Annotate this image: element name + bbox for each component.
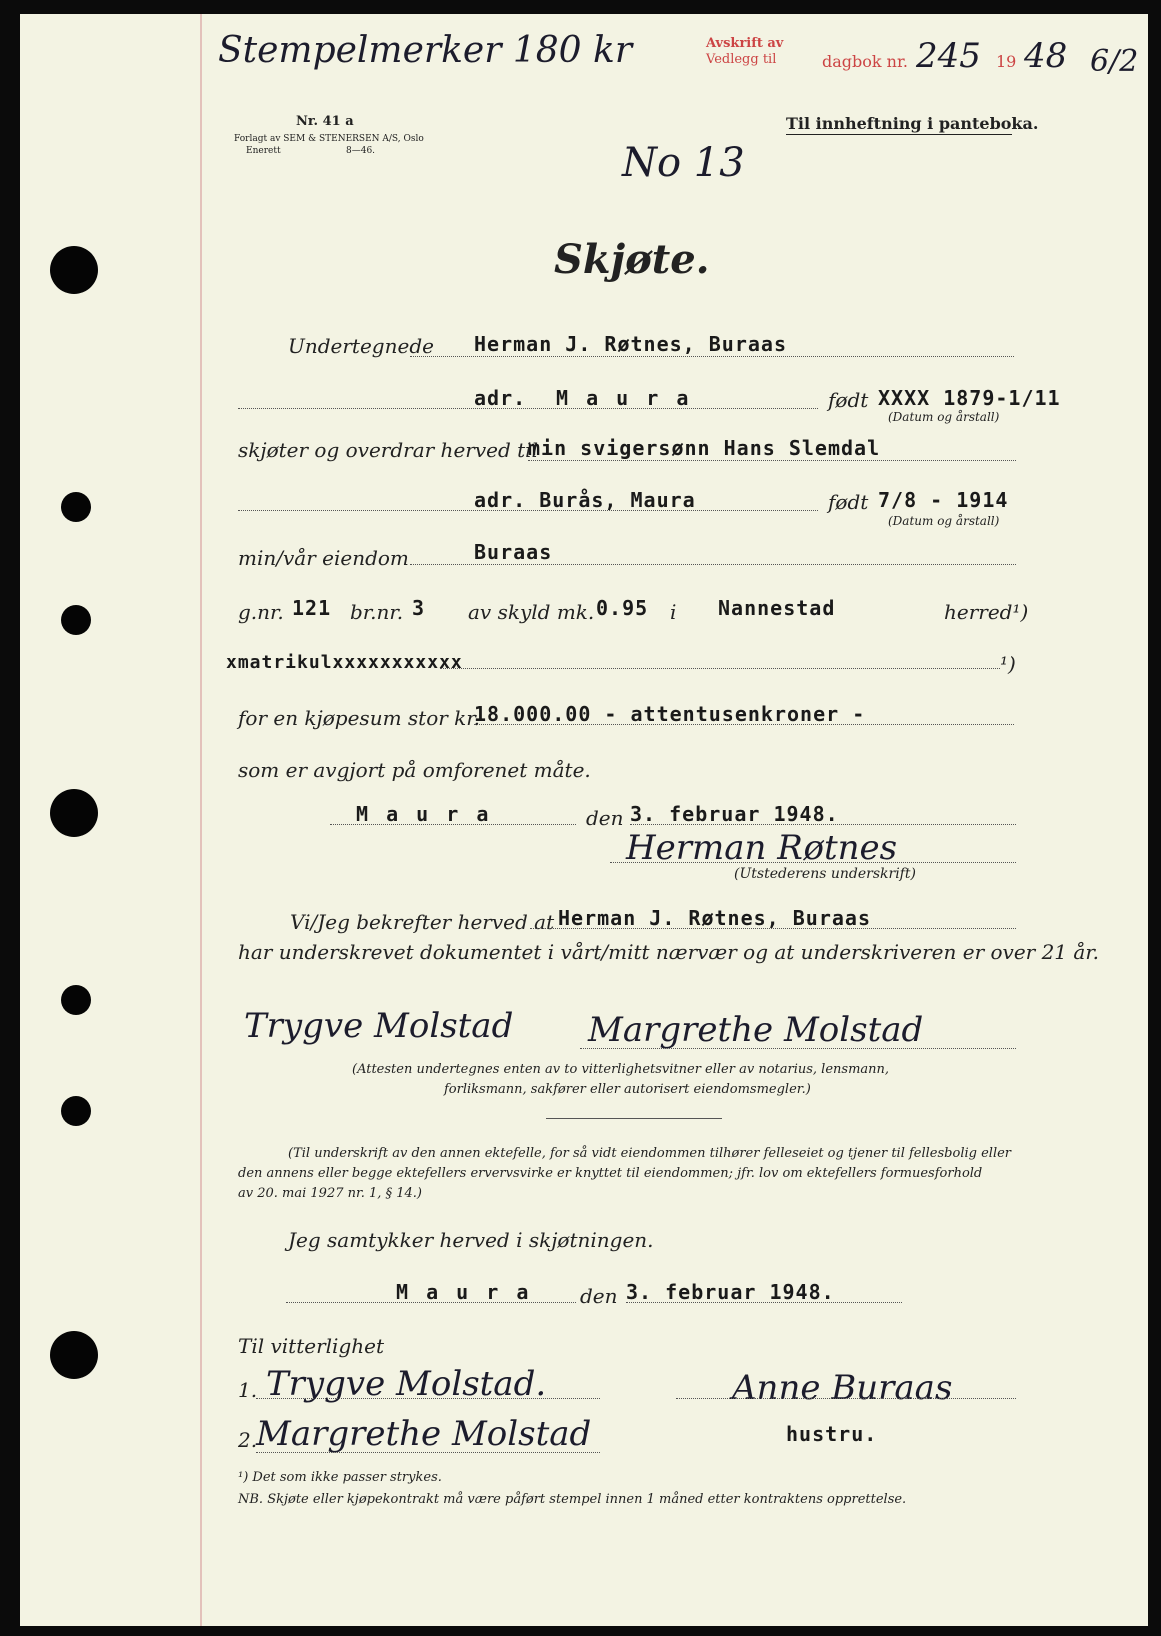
attest-note-2: forliksmann, sakfører eller autorisert eiendomsmegler.) [444, 1082, 811, 1097]
dotted-line [410, 564, 1016, 565]
margin-line [200, 14, 202, 1626]
witness-1-number: 1. [238, 1378, 258, 1402]
dotted-line [256, 1398, 600, 1399]
dotted-line [474, 724, 1014, 725]
dotted-line [528, 460, 1016, 461]
spouse-note-2: den annens eller begge ektefellers ervervsvirke er knyttet til eiendommen; jfr. lov om ektefellers formuesforhold [238, 1166, 983, 1181]
date-handwritten: 6/2 [1090, 44, 1139, 79]
panteboka-underline [786, 134, 1012, 135]
fodt-label: født [828, 490, 869, 514]
publisher-line-2: Enerett [246, 146, 281, 156]
footnote-mark: ¹) [1000, 652, 1016, 676]
place-1: M a u r a [356, 802, 492, 826]
consent-text: Jeg samtykker herved i skjøtningen. [288, 1228, 654, 1252]
dotted-line [610, 862, 1016, 863]
dotted-line [286, 1302, 576, 1303]
kjopesum-label: for en kjøpesum stor kr. [238, 706, 481, 730]
place-2: M a u r a [396, 1280, 532, 1304]
date-1: 3. februar 1948. [630, 802, 839, 826]
buyer-born: 7/8 - 1914 [878, 488, 1009, 512]
buyer-address: adr. Burås, Maura [474, 488, 696, 512]
gnr-label: g.nr. [238, 600, 284, 624]
punch-hole [61, 605, 91, 635]
dotted-line [676, 1398, 1016, 1399]
property-name: Buraas [474, 540, 553, 564]
datum-note: (Datum og årstall) [888, 514, 1000, 528]
i-label: i [670, 600, 677, 624]
bekrefter-prefix: Vi/Jeg bekrefter herved at [290, 910, 555, 934]
witness-2-signature: Margrethe Molstad [588, 1010, 924, 1050]
undertegnede-label: Undertegnede [288, 334, 434, 358]
dotted-line [256, 1452, 600, 1453]
witness-1-signature: Trygve Molstad [244, 1006, 514, 1046]
kjopesum-value: 18.000.00 - attentusenkroner - [474, 702, 866, 726]
nb-note: NB. Skjøte eller kjøpekontrakt må være påført stempel innen 1 måned etter kontraktens opprettelse. [238, 1492, 907, 1507]
dagbok-number: 245 [916, 36, 981, 76]
publisher-code: 8—46. [346, 146, 376, 156]
footnote: ¹) Det som ikke passer strykes. [238, 1470, 442, 1485]
dotted-line [440, 668, 1000, 669]
punch-hole [61, 985, 91, 1015]
panteboka-label: Til innheftning i panteboka. [786, 114, 1039, 133]
dotted-line [410, 356, 1014, 357]
skyld-label: av skyld mk. [468, 600, 595, 624]
form-number: Nr. 41 a [296, 114, 354, 129]
punch-hole [50, 1331, 98, 1379]
spouse-signature: Anne Buraas [732, 1368, 953, 1408]
divider [546, 1118, 722, 1119]
herred-name: Nannestad [718, 596, 836, 620]
buyer-name: min svigersønn Hans Slemdal [528, 436, 881, 460]
adr-label: adr. [474, 386, 527, 410]
punch-hole [61, 1096, 91, 1126]
bnr-value: 3 [412, 596, 426, 620]
eiendom-label: min/vår eiendom [238, 546, 409, 570]
bekrefter-rest: har underskrevet dokumentet i vårt/mitt nærvær og at underskriveren er over 21 år. [238, 940, 1100, 964]
dotted-line [238, 408, 818, 409]
fodt-label: født [828, 388, 869, 412]
seller-name: Herman J. Røtnes, Buraas [474, 332, 787, 356]
dotted-line [630, 824, 1016, 825]
vedlegg-label: Vedlegg til [706, 52, 777, 67]
punch-hole [50, 246, 98, 294]
dotted-line [530, 928, 1016, 929]
hustru-label: hustru. [786, 1422, 878, 1446]
herred-label: herred¹) [944, 600, 1029, 624]
year-stamp: 19 [996, 52, 1017, 71]
til-vitterlighet: Til vitterlighet [238, 1334, 385, 1358]
bnr-label: br.nr. [350, 600, 404, 624]
struck-line: xmatrikulxxxxxxxxxxx [226, 652, 463, 673]
seller-address: M a u r a [556, 386, 692, 410]
gnr-value: 121 [292, 596, 332, 620]
omforent-text: som er avgjort på omforenet måte. [238, 758, 591, 782]
transfer-text: skjøter og overdrar herved til [238, 438, 538, 462]
skyld-value: 0.95 [596, 596, 649, 620]
den-label: den [586, 806, 624, 830]
number-mark: No 13 [622, 140, 745, 186]
punch-hole [61, 492, 91, 522]
punch-hole [50, 789, 98, 837]
utsteder-label: (Utstederens underskrift) [734, 866, 916, 882]
stamp-note-handwritten: Stempelmerker 180 kr [218, 30, 633, 71]
dotted-line [330, 824, 576, 825]
seller-signature: Herman Røtnes [626, 828, 898, 868]
document-title: Skjøte. [554, 236, 710, 283]
spouse-note-1: (Til underskrift av den annen ektefelle, for så vidt eiendommen tilhører felleseiet og tjener til fellesbolig eller [288, 1146, 1012, 1161]
den-label: den [580, 1284, 618, 1308]
datum-note: (Datum og årstall) [888, 410, 1000, 424]
avskrift-label: Avskrift av [706, 36, 784, 51]
dagbok-label: dagbok nr. [822, 52, 908, 71]
spouse-note-3: av 20. mai 1927 nr. 1, § 14.) [238, 1186, 422, 1201]
spouse-witness-1-signature: Trygve Molstad. [266, 1364, 547, 1404]
dotted-line [580, 1048, 1016, 1049]
publisher-line: Forlagt av SEM & STENERSEN A/S, Oslo [234, 134, 424, 144]
attest-note-1: (Attesten undertegnes enten av to vitterlighetsvitner eller av notarius, lensmann, [352, 1062, 890, 1077]
seller-born: XXXX 1879-1/11 [878, 386, 1061, 410]
bekrefter-name: Herman J. Røtnes, Buraas [558, 906, 871, 930]
witness-2-number: 2. [238, 1428, 258, 1452]
year-handwritten: 48 [1024, 36, 1068, 76]
date-2: 3. februar 1948. [626, 1280, 835, 1304]
dotted-line [626, 1302, 902, 1303]
spouse-witness-2-signature: Margrethe Molstad [256, 1414, 592, 1454]
